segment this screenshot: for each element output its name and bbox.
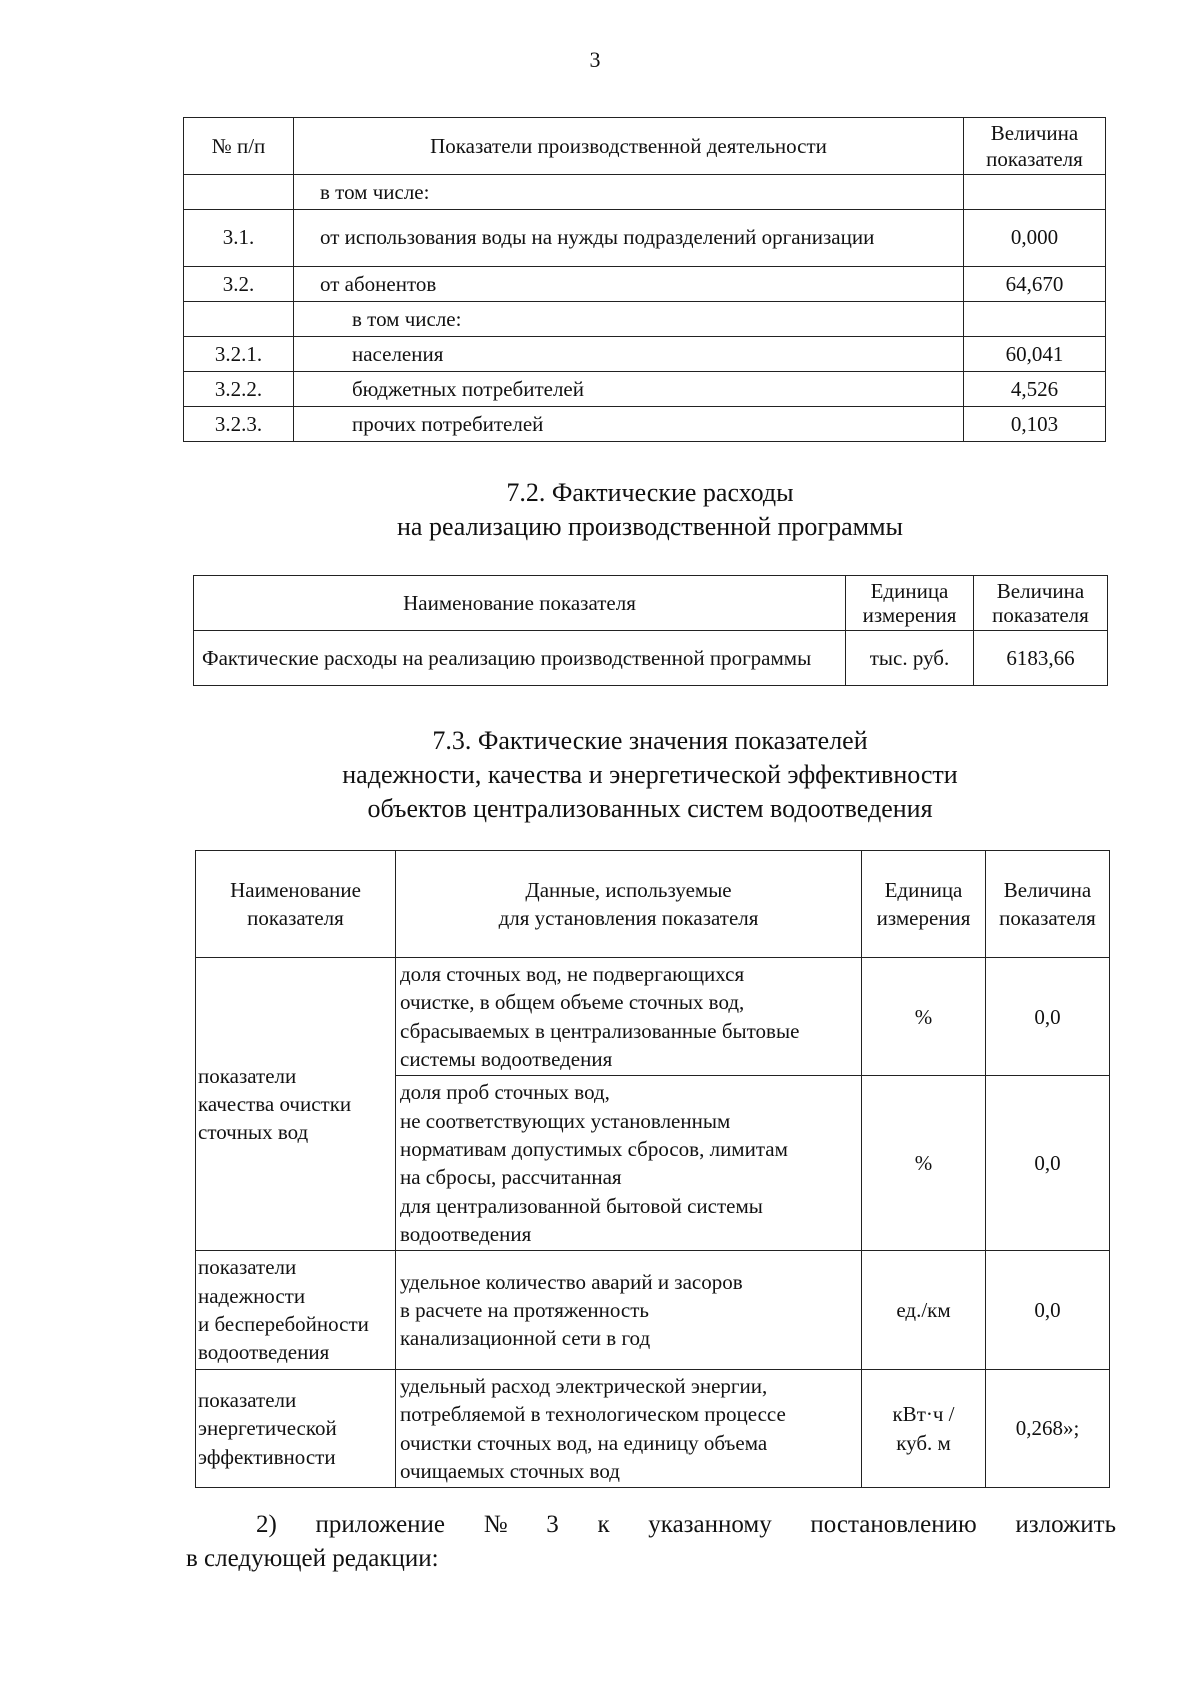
row-name: населения xyxy=(294,337,964,372)
table-row xyxy=(184,372,1106,407)
row-value xyxy=(964,175,1106,210)
column-header-data: Данные, используемые для установления показателя xyxy=(396,851,862,958)
table-header-row xyxy=(184,118,1106,175)
table-row xyxy=(196,1251,1110,1369)
row-unit: % xyxy=(862,1076,986,1251)
table-row xyxy=(196,958,1110,1076)
row-unit: % xyxy=(862,958,986,1076)
section-7-3-title: 7.3. Фактические значения показателей xyxy=(432,726,868,755)
table-row xyxy=(184,175,1106,210)
row-num xyxy=(184,302,294,337)
page-number: 3 xyxy=(589,47,601,72)
row-name: от использования воды на нужды подразделений организации xyxy=(294,210,964,267)
section-7-2-subtitle: на реализацию производственной программы xyxy=(396,511,903,541)
row-unit: ед./км xyxy=(862,1251,986,1369)
row-value: 0,268»; xyxy=(986,1369,1110,1487)
actual-expenses-table xyxy=(193,575,1108,686)
row-name: от абонентов xyxy=(294,267,964,302)
column-header-num: № п/п xyxy=(184,118,294,175)
table-row xyxy=(184,210,1106,267)
table-row xyxy=(184,267,1106,302)
row-value: 4,526 xyxy=(964,372,1106,407)
paragraph-line-2: в следующей редакции: xyxy=(186,1544,439,1572)
row-num: 3.2.3. xyxy=(184,407,294,442)
section-7-2-heading xyxy=(0,476,1200,544)
table-row xyxy=(184,407,1106,442)
row-num: 3.2.1. xyxy=(184,337,294,372)
row-name: в том числе: xyxy=(294,302,964,337)
row-value: 0,0 xyxy=(986,958,1110,1076)
row-num: 3.2. xyxy=(184,267,294,302)
column-header-unit: Единица измерения xyxy=(846,576,974,631)
group-name-cleaning-quality: показатели качества очистки сточных вод xyxy=(196,958,396,1251)
row-value: 6183,66 xyxy=(974,631,1108,686)
section-7-3-heading xyxy=(0,724,1200,825)
column-header-value: Величина показателя xyxy=(974,576,1108,631)
column-header-name: Наименование показателя xyxy=(194,576,846,631)
column-header-value: Величина показателя xyxy=(986,851,1110,958)
row-data: удельный расход электрической энергии, потребляемой в технологическом процессе очистки сточных вод, на единицу объема очищаемых сточных вод xyxy=(396,1369,862,1487)
row-value: 0,0 xyxy=(986,1076,1110,1251)
row-data: доля проб сточных вод, не соответствующих установленным нормативам допустимых сбросов, лимитам на сбросы, рассчитанная для централизованной бытовой системы водоотведения xyxy=(396,1076,862,1251)
row-unit: тыс. руб. xyxy=(846,631,974,686)
section-7-3-subtitle-1: надежности, качества и энергетической эффективности xyxy=(342,759,958,789)
row-data: удельное количество аварий и засоров в расчете на протяженность канализационной сети в год xyxy=(396,1251,862,1369)
table-row xyxy=(184,302,1106,337)
group-name-energy-efficiency: показатели энергетической эффективности xyxy=(196,1369,396,1487)
row-num xyxy=(184,175,294,210)
row-value: 0,000 xyxy=(964,210,1106,267)
column-header-unit: Единица измерения xyxy=(862,851,986,958)
table-row xyxy=(184,337,1106,372)
group-name-reliability: показатели надежности и бесперебойности водоотведения xyxy=(196,1251,396,1369)
row-value xyxy=(964,302,1106,337)
paragraph-line-1: 2) приложение № 3 к указанному постановлению изложить xyxy=(256,1511,1116,1538)
row-data: доля сточных вод, не подвергающихся очистке, в общем объеме сточных вод, сбрасываемых в централизованные бытовые системы водоотведения xyxy=(396,958,862,1076)
row-name: прочих потребителей xyxy=(294,407,964,442)
table-header-row xyxy=(196,851,1110,958)
row-num: 3.2.2. xyxy=(184,372,294,407)
row-unit: кВт·ч / куб. м xyxy=(862,1369,986,1487)
row-value: 0,103 xyxy=(964,407,1106,442)
row-num: 3.1. xyxy=(184,210,294,267)
row-name: в том числе: xyxy=(294,175,964,210)
row-value: 60,041 xyxy=(964,337,1106,372)
table-header-row xyxy=(194,576,1108,631)
row-value: 0,0 xyxy=(986,1251,1110,1369)
table-row xyxy=(194,631,1108,686)
row-name: Фактические расходы на реализацию производственной программы xyxy=(194,631,846,686)
reliability-quality-table xyxy=(195,850,1110,1488)
section-7-3-subtitle-2: объектов централизованных систем водоотведения xyxy=(367,793,933,823)
row-value: 64,670 xyxy=(964,267,1106,302)
column-header-name: Наименование показателя xyxy=(196,851,396,958)
production-indicators-table xyxy=(183,117,1106,442)
table-row xyxy=(196,1369,1110,1487)
paragraph-appendix-3 xyxy=(186,1508,1116,1576)
column-header-value: Величина показателя xyxy=(964,118,1106,175)
column-header-name: Показатели производственной деятельности xyxy=(294,118,964,175)
section-7-2-title: 7.2. Фактические расходы xyxy=(506,478,794,507)
row-name: бюджетных потребителей xyxy=(294,372,964,407)
